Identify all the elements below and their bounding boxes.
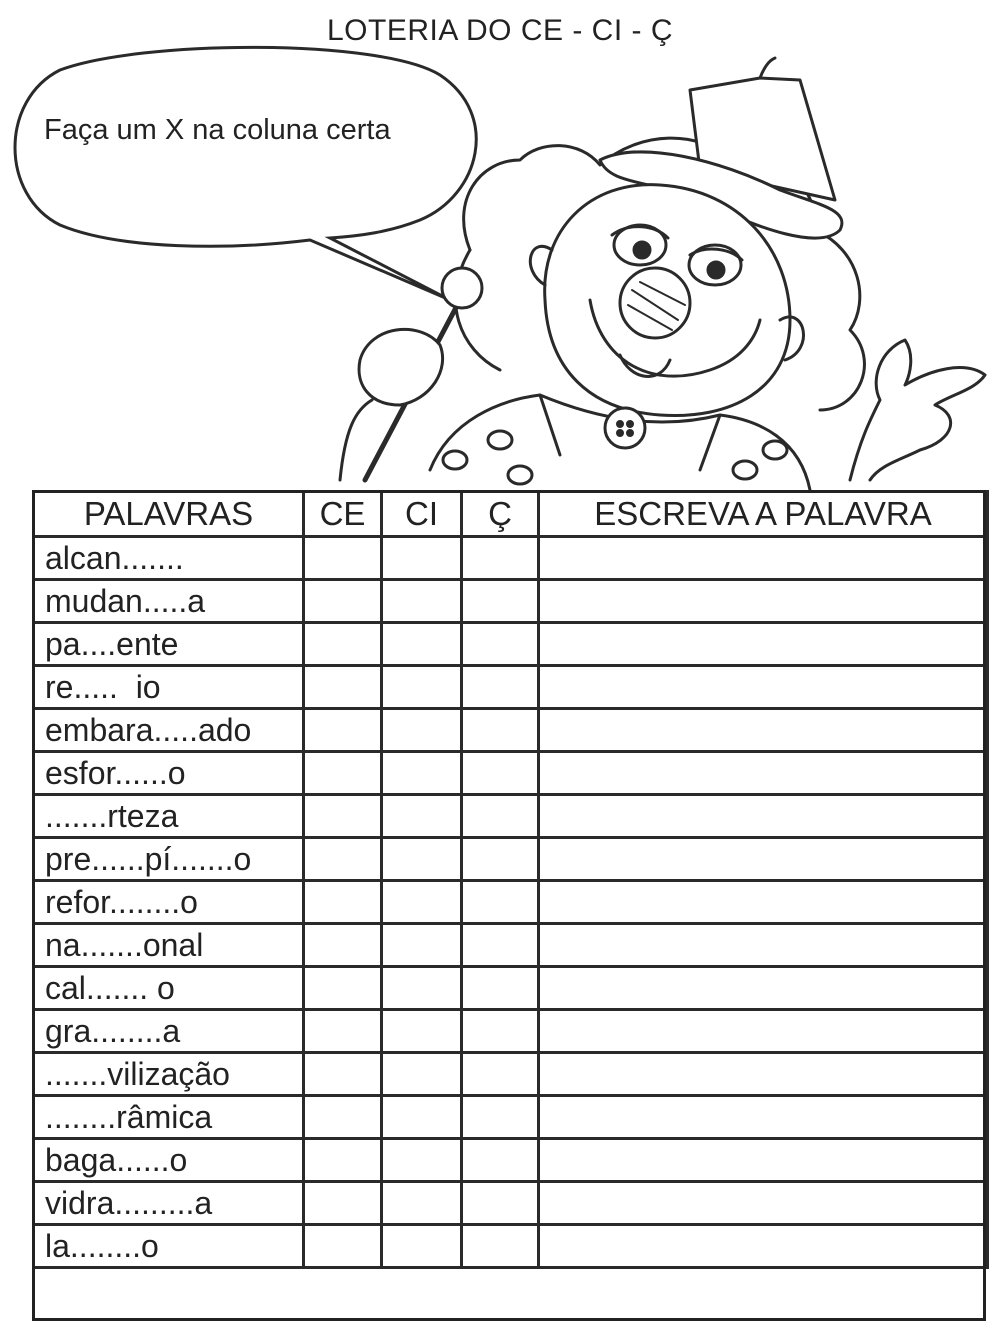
write-word-cell[interactable] — [539, 1010, 988, 1053]
ci-checkbox-cell[interactable] — [382, 1010, 462, 1053]
table-row — [34, 1010, 988, 1053]
cedilha-checkbox-cell[interactable] — [462, 709, 539, 752]
write-word-cell[interactable] — [539, 881, 988, 924]
ci-checkbox-cell[interactable] — [382, 881, 462, 924]
cedilha-checkbox-cell[interactable] — [462, 1010, 539, 1053]
ci-checkbox-cell[interactable] — [382, 1053, 462, 1096]
ci-checkbox-cell[interactable] — [382, 1225, 462, 1268]
ce-checkbox-cell[interactable] — [304, 838, 382, 881]
ce-checkbox-cell[interactable] — [304, 752, 382, 795]
ci-checkbox-cell[interactable] — [382, 924, 462, 967]
bubble-instruction: Faça um X na coluna certa — [44, 114, 391, 146]
ce-checkbox-cell[interactable] — [304, 623, 382, 666]
header-escreva: ESCREVA A PALAVRA — [539, 492, 988, 537]
ci-checkbox-cell[interactable] — [382, 1096, 462, 1139]
ce-checkbox-cell[interactable] — [304, 795, 382, 838]
write-word-cell[interactable] — [539, 1096, 988, 1139]
table-row — [34, 1182, 988, 1225]
cedilha-checkbox-cell[interactable] — [462, 666, 539, 709]
cedilha-checkbox-cell[interactable] — [462, 1053, 539, 1096]
table-row — [34, 623, 988, 666]
write-word-cell[interactable] — [539, 1053, 988, 1096]
word-cell: esfor......o — [34, 752, 304, 795]
write-word-cell[interactable] — [539, 752, 988, 795]
ci-checkbox-cell[interactable] — [382, 1182, 462, 1225]
ci-checkbox-cell[interactable] — [382, 795, 462, 838]
write-word-cell[interactable] — [539, 1182, 988, 1225]
cedilha-checkbox-cell[interactable] — [462, 838, 539, 881]
ce-checkbox-cell[interactable] — [304, 1096, 382, 1139]
cedilha-checkbox-cell[interactable] — [462, 795, 539, 838]
ce-checkbox-cell[interactable] — [304, 1225, 382, 1268]
table-row — [34, 924, 988, 967]
ci-checkbox-cell[interactable] — [382, 752, 462, 795]
write-word-cell[interactable] — [539, 709, 988, 752]
table-row — [34, 752, 988, 795]
header-cedilha: Ç — [462, 492, 539, 537]
word-cell: refor........o — [34, 881, 304, 924]
ce-checkbox-cell[interactable] — [304, 580, 382, 623]
ci-checkbox-cell[interactable] — [382, 580, 462, 623]
word-cell: alcan....... — [34, 537, 304, 580]
ce-checkbox-cell[interactable] — [304, 1053, 382, 1096]
ci-checkbox-cell[interactable] — [382, 623, 462, 666]
table-row — [34, 537, 988, 580]
ce-checkbox-cell[interactable] — [304, 709, 382, 752]
cedilha-checkbox-cell[interactable] — [462, 623, 539, 666]
table-header-row — [34, 492, 988, 537]
write-word-cell[interactable] — [539, 967, 988, 1010]
table-row — [34, 1139, 988, 1182]
header-ci: CI — [382, 492, 462, 537]
cedilha-checkbox-cell[interactable] — [462, 752, 539, 795]
write-word-cell[interactable] — [539, 795, 988, 838]
ci-checkbox-cell[interactable] — [382, 537, 462, 580]
ce-checkbox-cell[interactable] — [304, 537, 382, 580]
word-cell: cal....... o — [34, 967, 304, 1010]
ci-checkbox-cell[interactable] — [382, 666, 462, 709]
cedilha-checkbox-cell[interactable] — [462, 924, 539, 967]
clown-illustration — [0, 0, 1000, 520]
cedilha-checkbox-cell[interactable] — [462, 1139, 539, 1182]
header-ce: CE — [304, 492, 382, 537]
ce-checkbox-cell[interactable] — [304, 924, 382, 967]
word-cell: vidra.........a — [34, 1182, 304, 1225]
table-row — [34, 881, 988, 924]
write-word-cell[interactable] — [539, 838, 988, 881]
ce-checkbox-cell[interactable] — [304, 1010, 382, 1053]
ce-checkbox-cell[interactable] — [304, 1139, 382, 1182]
ce-checkbox-cell[interactable] — [304, 967, 382, 1010]
table-row — [34, 1096, 988, 1139]
cedilha-checkbox-cell[interactable] — [462, 1225, 539, 1268]
word-cell: gra........a — [34, 1010, 304, 1053]
word-cell: .......vilização — [34, 1053, 304, 1096]
word-cell: .......rteza — [34, 795, 304, 838]
table-row — [34, 666, 988, 709]
cedilha-checkbox-cell[interactable] — [462, 881, 539, 924]
cedilha-checkbox-cell[interactable] — [462, 537, 539, 580]
write-word-cell[interactable] — [539, 924, 988, 967]
header-palavras: PALAVRAS — [34, 492, 304, 537]
write-word-cell[interactable] — [539, 537, 988, 580]
ce-checkbox-cell[interactable] — [304, 1182, 382, 1225]
ce-checkbox-cell[interactable] — [304, 666, 382, 709]
word-cell: pre......pí.......o — [34, 838, 304, 881]
table-row — [34, 838, 988, 881]
word-cell: na.......onal — [34, 924, 304, 967]
word-cell: pa....ente — [34, 623, 304, 666]
write-word-cell[interactable] — [539, 1225, 988, 1268]
ci-checkbox-cell[interactable] — [382, 1139, 462, 1182]
word-cell: mudan.....a — [34, 580, 304, 623]
ce-checkbox-cell[interactable] — [304, 881, 382, 924]
write-word-cell[interactable] — [539, 1139, 988, 1182]
table-row — [34, 795, 988, 838]
word-cell: ........râmica — [34, 1096, 304, 1139]
answer-table — [32, 490, 989, 1269]
word-cell: re..... io — [34, 666, 304, 709]
write-word-cell[interactable] — [539, 580, 988, 623]
worksheet-title: LOTERIA DO CE - CI - Ç — [326, 14, 674, 47]
word-cell: baga......o — [34, 1139, 304, 1182]
table-row — [34, 1225, 988, 1268]
table-row — [34, 1053, 988, 1096]
cedilha-checkbox-cell[interactable] — [462, 1096, 539, 1139]
table-row — [34, 580, 988, 623]
table-row — [34, 709, 988, 752]
word-cell: la........o — [34, 1225, 304, 1268]
ci-checkbox-cell[interactable] — [382, 709, 462, 752]
word-cell: embara.....ado — [34, 709, 304, 752]
cedilha-checkbox-cell[interactable] — [462, 580, 539, 623]
write-word-cell[interactable] — [539, 666, 988, 709]
ci-checkbox-cell[interactable] — [382, 967, 462, 1010]
ci-checkbox-cell[interactable] — [382, 838, 462, 881]
table-row — [34, 967, 988, 1010]
cedilha-checkbox-cell[interactable] — [462, 967, 539, 1010]
cedilha-checkbox-cell[interactable] — [462, 1182, 539, 1225]
write-word-cell[interactable] — [539, 623, 988, 666]
